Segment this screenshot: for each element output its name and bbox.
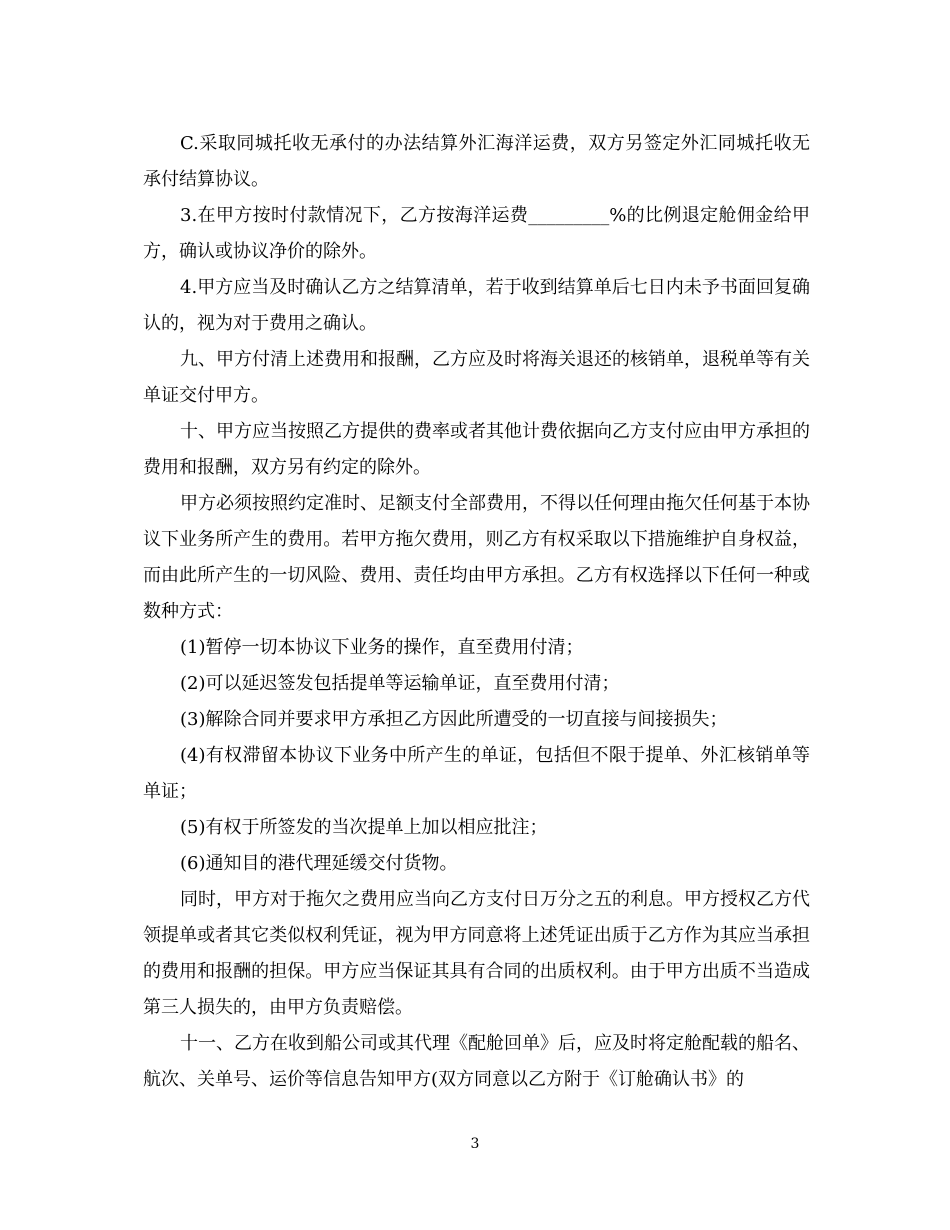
list-item-1: (1)暂停一切本协议下业务的操作，直至费用付清； xyxy=(180,637,584,658)
list-item-2: (2)可以延迟签发包括提单等运输单证，直至费用付清； xyxy=(180,673,620,694)
document-body xyxy=(143,126,810,1098)
paragraph-full-payment-obligation: 甲方必须按照约定准时、足额支付全部费用，不得以任何理由拖欠任何基于本协议下业务所产生的费用。若甲方拖欠费用，则乙方有权采取以下措施维护自身权益，而由此所产生的一切风险、费用、责任均由甲方承担。乙方有权选择以下任何一种或数种方式： xyxy=(143,493,810,622)
list-item-4: (4)有权滞留本协议下业务中所产生的单证，包括但不限于提单、外汇核销单等单证； xyxy=(143,745,810,802)
paragraph-interest-and-pledge: 同时，甲方对于拖欠之费用应当向乙方支付日万分之五的利息。甲方授权乙方代领提单或者其它类似权利凭证，视为甲方同意将上述凭证出质于乙方作为其应当承担的费用和报酬的担保。甲方应当保证其具有合同的出质权利。由于甲方出质不当造成第三人损失的，由甲方负责赔偿。 xyxy=(143,889,810,1018)
paragraph-9-documents-delivery: 九、甲方付清上述费用和报酬，乙方应及时将海关退还的核销单，退税单等有关单证交付甲方。 xyxy=(143,349,810,406)
list-item-5: (5)有权于所签发的当次提单上加以相应批注； xyxy=(180,817,548,838)
paragraph-3-commission-refund: 3.在甲方按时付款情况下，乙方按海洋运费_________%的比例退定舱佣金给甲方，确认或协议净价的除外。 xyxy=(143,205,810,262)
paragraph-c-settlement: C.采取同城托收无承付的办法结算外汇海洋运费，双方另签定外汇同城托收无承付结算协议。 xyxy=(143,133,810,190)
paragraph-10-fee-payment: 十、甲方应当按照乙方提供的费率或者其他计费依据向乙方支付应由甲方承担的费用和报酬，双方另有约定的除外。 xyxy=(143,421,810,478)
paragraph-4-statement-confirmation: 4.甲方应当及时确认乙方之结算清单，若于收到结算单后七日内未予书面回复确认的，视为对于费用之确认。 xyxy=(143,277,810,334)
list-item-3: (3)解除合同并要求甲方承担乙方因此所遭受的一切直接与间接损失； xyxy=(180,709,728,730)
page-number: 3 xyxy=(470,1136,480,1152)
paragraph-11-booking-notice: 十一、乙方在收到船公司或其代理《配舱回单》后，应及时将定舱配载的船名、航次、关单号、运价等信息告知甲方(双方同意以乙方附于《订舱确认书》的 xyxy=(143,1033,810,1090)
list-item-6: (6)通知目的港代理延缓交付货物。 xyxy=(180,853,458,874)
